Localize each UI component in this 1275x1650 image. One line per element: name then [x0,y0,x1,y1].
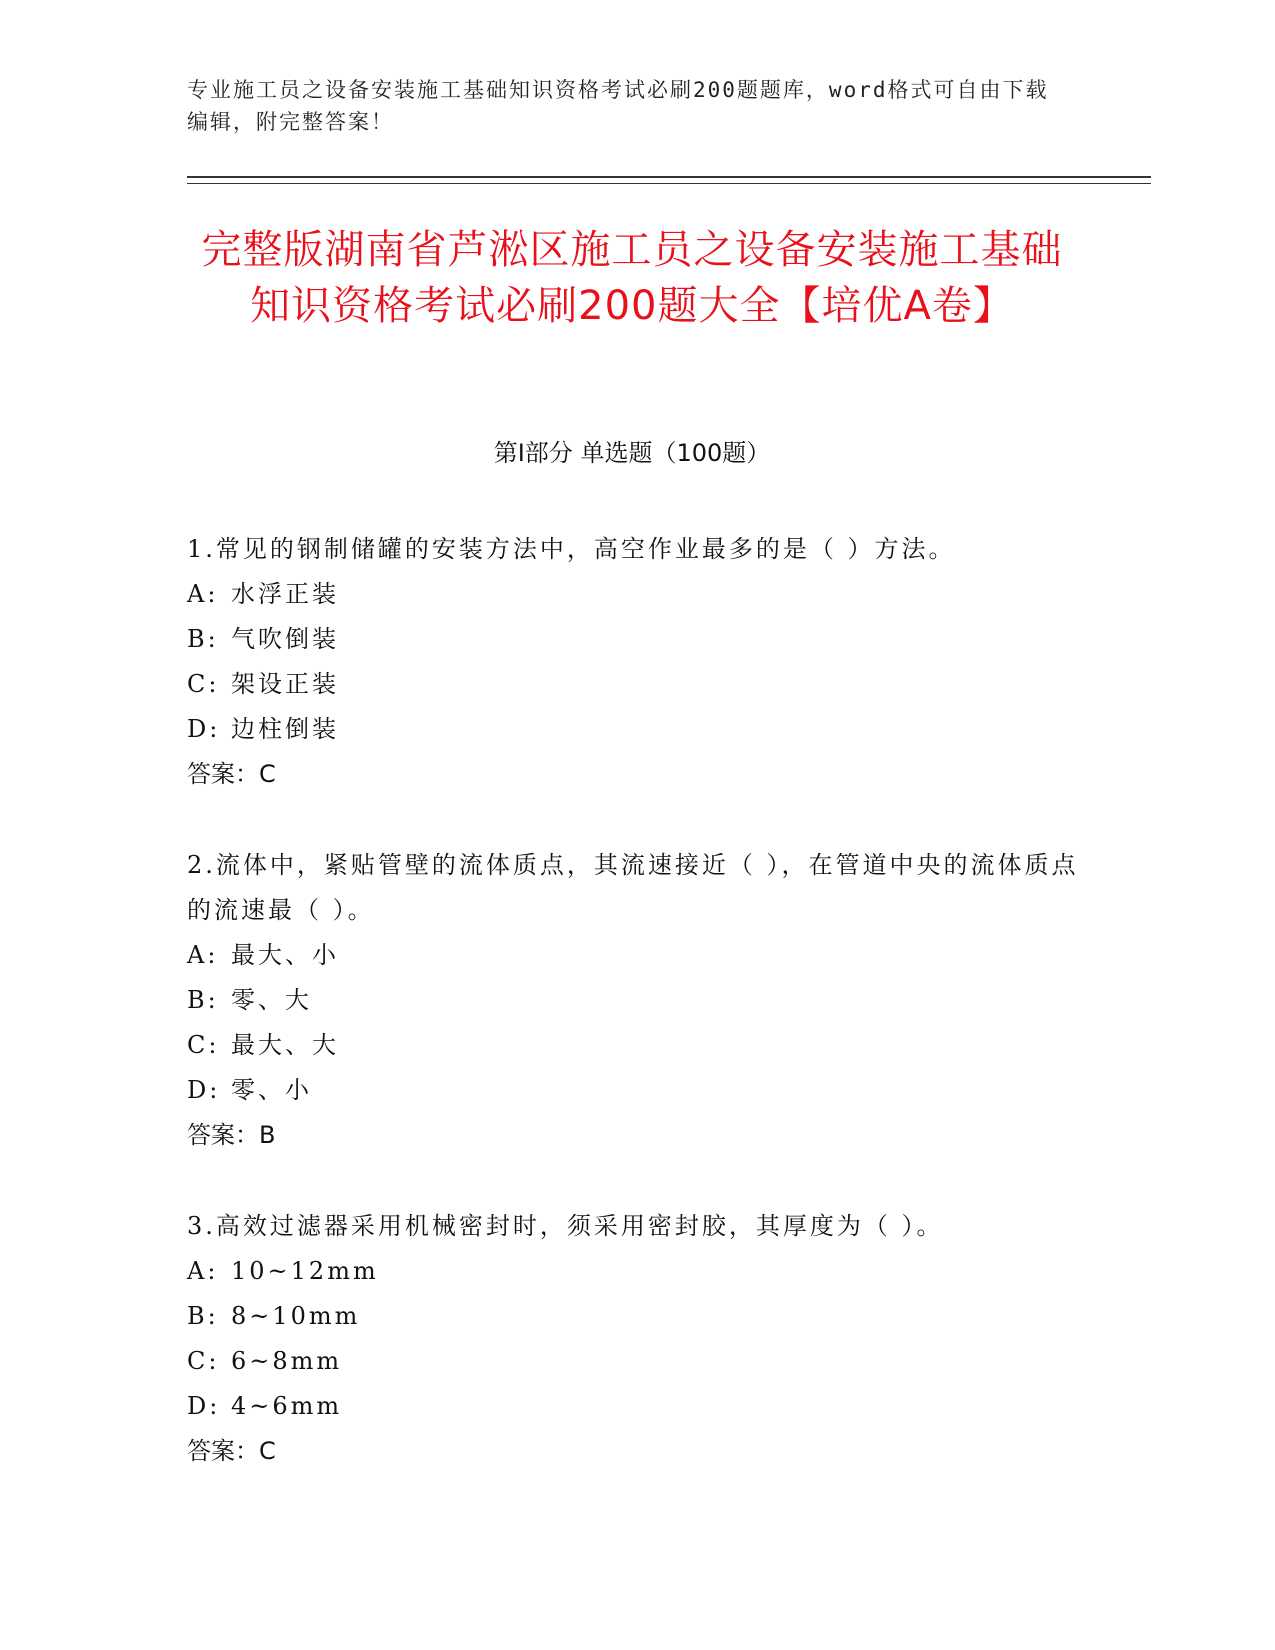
option-b [187,978,1087,1023]
option-text: 6~8mm [231,1347,343,1375]
header-rule-thin [187,183,1151,184]
option-letter: C: [187,1031,220,1059]
option-text: 架设正装 [231,670,339,698]
question-stem: 2.流体中，紧贴管壁的流体质点，其流速接近（ ），在管道中央的流体质点的流速最（ ）。 [187,851,1079,924]
header-rule-thick [187,176,1151,178]
option-letter: A: [187,580,219,608]
option-letter: C: [187,670,220,698]
answer: 答案：B [187,1121,276,1149]
option-c [187,1023,1087,1068]
question-stem: 1.常见的钢制储罐的安装方法中，高空作业最多的是（ ）方法。 [187,535,956,563]
option-text: 气吹倒装 [231,625,339,653]
option-text: 10~12mm [231,1257,379,1285]
option-letter: B: [187,1302,219,1330]
option-text: 水浮正装 [231,580,339,608]
option-text: 8~10mm [231,1302,361,1330]
option-text: 边柱倒装 [231,715,339,743]
question-stem: 3.高效过滤器采用机械密封时，须采用密封胶，其厚度为（ ）。 [187,1212,944,1240]
option-a [187,1249,1087,1294]
option-text: 零、小 [231,1076,312,1104]
option-letter: B: [187,986,219,1014]
question-1 [187,527,1087,797]
question-2 [187,843,1087,1158]
option-letter: B: [187,625,219,653]
question-list [187,527,1087,1520]
document-title: 完整版湖南省芦淞区施工员之设备安装施工基础知识资格考试必刷200题大全【培优A卷】 [201,227,1063,329]
option-text: 最大、大 [231,1031,339,1059]
option-d [187,707,1087,752]
option-c [187,1339,1087,1384]
option-letter: A: [187,941,219,969]
question-3 [187,1204,1087,1474]
option-c [187,662,1087,707]
answer: 答案：C [187,1437,276,1465]
option-letter: D: [187,715,221,743]
option-text: 零、大 [231,986,312,1014]
option-b [187,617,1087,662]
option-letter: A: [187,1257,219,1285]
option-letter: D: [187,1076,221,1104]
option-a [187,933,1087,978]
section-title: 第Ⅰ部分 单选题（100题） [493,439,771,467]
option-d [187,1384,1087,1429]
header-note: 专业施工员之设备安装施工基础知识资格考试必刷200题题库，word格式可自由下载编辑，附完整答案！ [187,78,1049,134]
answer: 答案：C [187,760,276,788]
option-letter: C: [187,1347,220,1375]
option-a [187,572,1087,617]
option-text: 4~6mm [231,1392,343,1420]
option-text: 最大、小 [231,941,339,969]
option-b [187,1294,1087,1339]
option-letter: D: [187,1392,221,1420]
option-d [187,1068,1087,1113]
